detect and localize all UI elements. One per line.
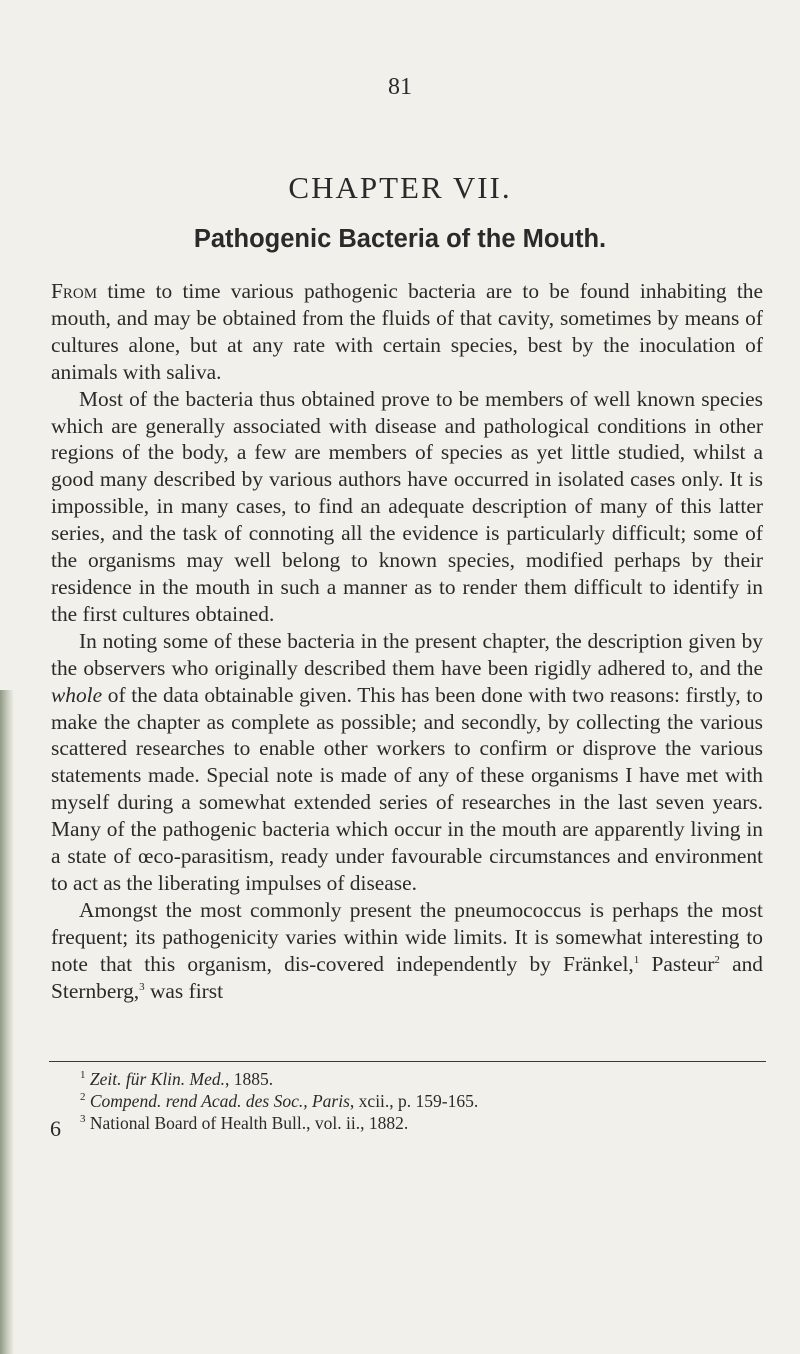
footnote-mark: 1 [80,1069,86,1082]
page-edge-shadow [0,690,14,1354]
paragraph-4-text-d: was first [144,978,224,1003]
paragraph-4-text-c: and Sternberg, [51,951,763,1003]
paragraph-2: Most of the bacteria thus obtained prove to be members of well known species which are generally associated with disease and pathological conditions in other regions of the body, a few are members of species as yet little studied, whilst a good many described by various authors have occurred in isolated cases only. It is impossible, in many cases, to find an adequate description of many of this latter series, and the task of connoting all the evidence is particularly difficult; some of the organisms may well belong to known species, modified perhaps by their residence in the mouth in such a manner as to render them difficult to identify in the first cultures obtained. [51,386,763,626]
paragraph-1 [51,278,763,386]
footnote-detail: , xcii., p. 159-165. [349,1091,479,1111]
footnote-3 [80,1112,760,1134]
paragraph-3-text-b: of the data obtainable given. This has been done with two reasons: firstly, to make the chapter as complete as possible; and secondly, by collecting the various scattered researches to enable other workers to confirm or disprove the various statements made. Special note is made of any of these organisms I have met with myself during a somewhat extended series of researches in the last seven years. Many of the pathogenic bacteria which occur in the mouth are apparently living in a state of œco-parasitism, ready under favourable circumstances and environment to act as the liberating impulses of disease. [51,682,763,895]
footnote-detail: National Board of Health Bull., vol. ii., 1882. [89,1113,409,1133]
footnote-mark: 3 [80,1113,86,1126]
footnote-1 [80,1068,760,1090]
body-text [51,278,763,1004]
footnote-ref-3: 3 [139,980,145,993]
footnote-ref-2: 2 [714,953,720,966]
paragraph-4 [51,897,763,1005]
footnote-2 [80,1090,760,1112]
footnote-source: Compend. rend Acad. des Soc., Paris [89,1091,350,1111]
footnote-mark: 2 [80,1091,86,1104]
paragraph-4-text-b: Pasteur [639,951,715,976]
footnote-ref-1: 1 [633,953,640,966]
signature-mark: 6 [50,1116,61,1141]
paragraph-lead-word: From [51,279,98,303]
footnote-detail: , 1885. [225,1069,274,1089]
section-title: Pathogenic Bacteria of the Mouth. [193,225,607,253]
paragraph-4-text-a: Amongst the most commonly present the pneumococcus is perhaps the most frequent; its pathogenicity varies within wide limits. It is somewhat interesting to note that this organism, dis-covered independently by Fränkel, [51,897,763,976]
footnote-divider [49,1061,766,1062]
paragraph-1-text: time to time various pathogenic bacteria are to be found inhabiting the mouth, and may be obtained from the fluids of that cavity, sometimes by means of cultures alone, but at any rate with certain species, best by the inoculation of animals with saliva. [51,279,763,384]
page-number: 81 [388,74,412,100]
paragraph-3-emphasis: whole [51,682,103,707]
footnotes [80,1068,760,1134]
chapter-title: CHAPTER VII. [288,170,512,205]
paragraph-3-text-a: In noting some of these bacteria in the present chapter, the description given by the observers who originally described them have been rigidly adhered to, and the [51,628,763,680]
footnote-source: Zeit. für Klin. Med. [89,1069,226,1089]
paragraph-3 [51,628,763,897]
